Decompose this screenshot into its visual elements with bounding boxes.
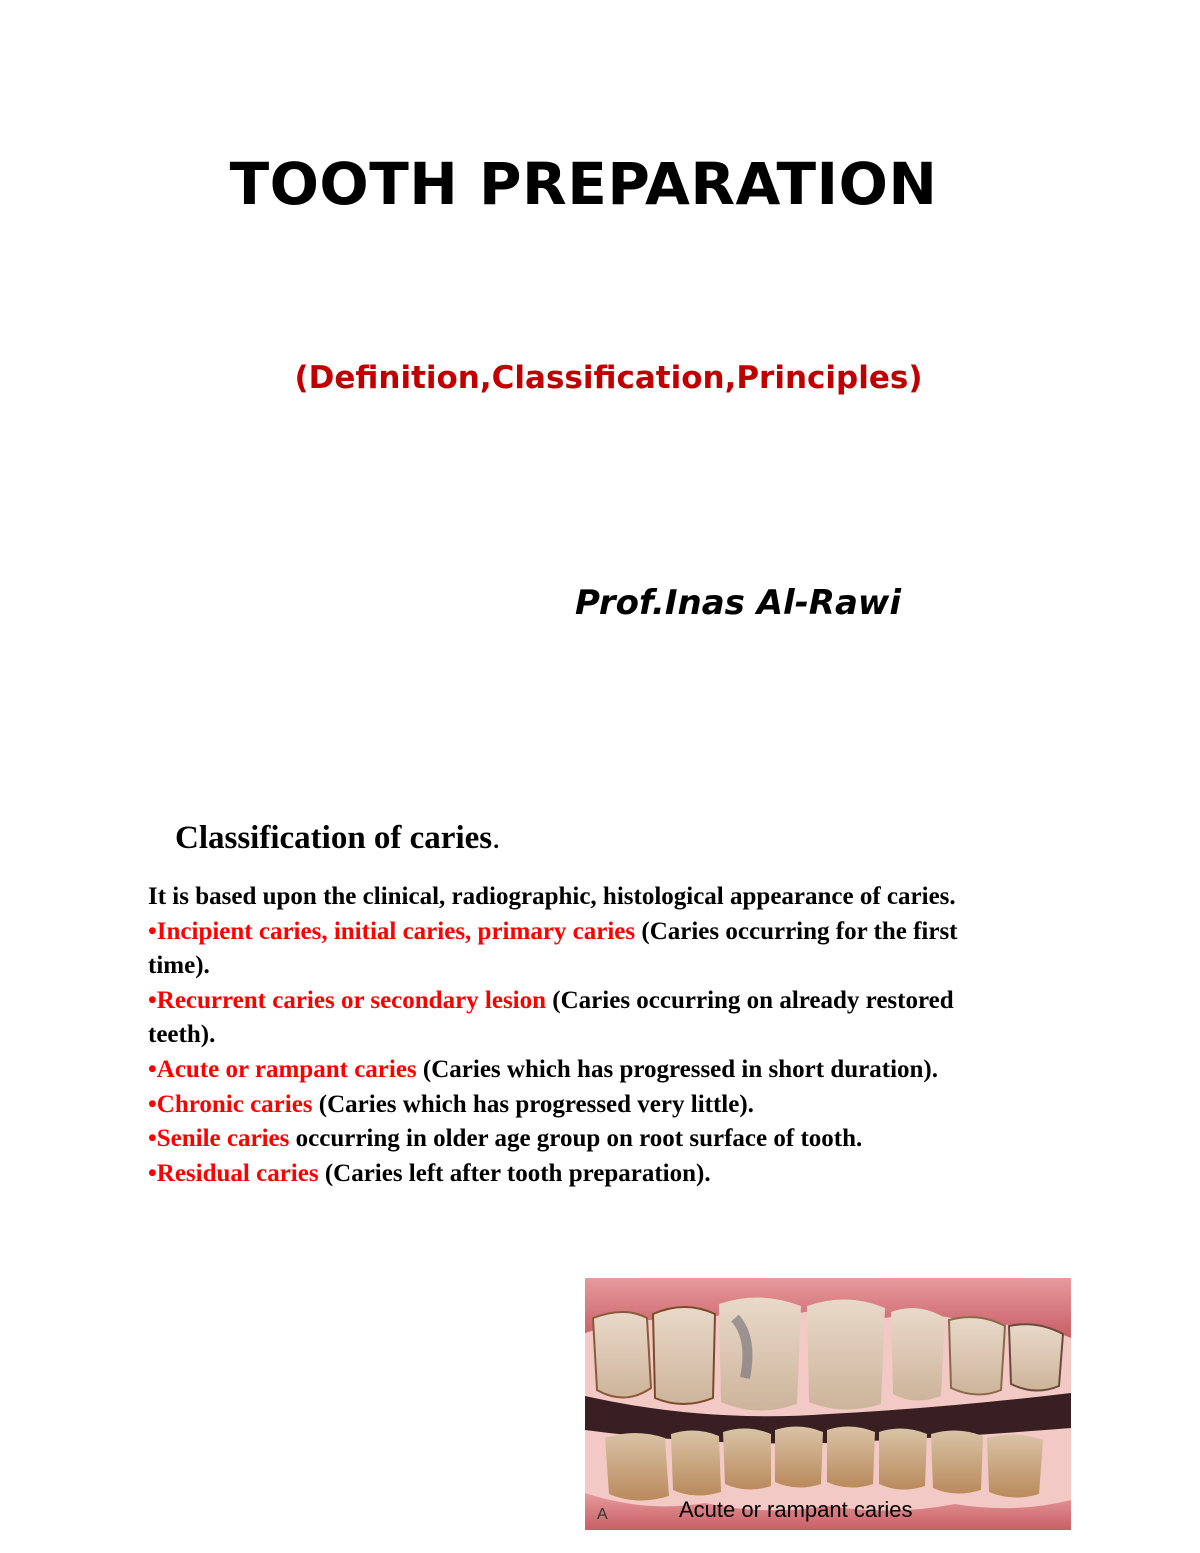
caries-description: (Caries occurring on already restored teeth). (148, 986, 954, 1049)
caries-description: (Caries which has progressed in short duration). (416, 1055, 938, 1083)
section-heading-text: Classification of caries (175, 820, 493, 856)
teeth-illustration (585, 1278, 1071, 1530)
caries-term: Residual caries (156, 1159, 319, 1187)
list-item (148, 1122, 1008, 1157)
list-item (148, 915, 1008, 984)
bullet-icon: • (148, 986, 157, 1014)
classification-body (148, 880, 1008, 1191)
list-item (148, 1053, 1008, 1088)
caries-description: (Caries occurring for the first time). (148, 917, 958, 980)
bullet-icon: • (148, 1055, 157, 1083)
caries-term: Chronic caries (156, 1090, 313, 1118)
caries-description: (Caries left after tooth preparation). (318, 1159, 711, 1187)
caries-description: occurring in older age group on root surface of tooth. (289, 1125, 863, 1153)
figure-caption: Acute or rampant caries (679, 1497, 913, 1522)
dental-photo (585, 1278, 1071, 1530)
bullet-icon: • (148, 1090, 157, 1118)
bullet-icon: • (148, 1159, 157, 1187)
intro-paragraph: It is based upon the clinical, radiographic, histological appearance of caries. (148, 883, 956, 910)
list-item (148, 1157, 1008, 1192)
section-heading (175, 820, 500, 857)
caries-term: Incipient caries, initial caries, primary caries (156, 917, 636, 945)
bullet-icon: • (148, 1125, 157, 1153)
caries-term: Senile caries (156, 1125, 290, 1153)
figure-panel-letter: A (597, 1506, 608, 1523)
caries-term: Acute or rampant caries (156, 1055, 417, 1083)
list-item (148, 1088, 1008, 1123)
caries-term: Recurrent caries or secondary lesion (156, 986, 547, 1014)
page-subtitle: (Definition,Classification,Principles) (294, 360, 923, 396)
list-item (148, 984, 1008, 1053)
bullet-icon: • (148, 917, 157, 945)
section-heading-period: . (492, 820, 501, 856)
author-name: Prof.Inas Al-Rawi (575, 583, 901, 623)
caries-description: (Caries which has progressed very little). (312, 1090, 754, 1118)
page-title: TOOTH PREPARATION (229, 150, 938, 218)
